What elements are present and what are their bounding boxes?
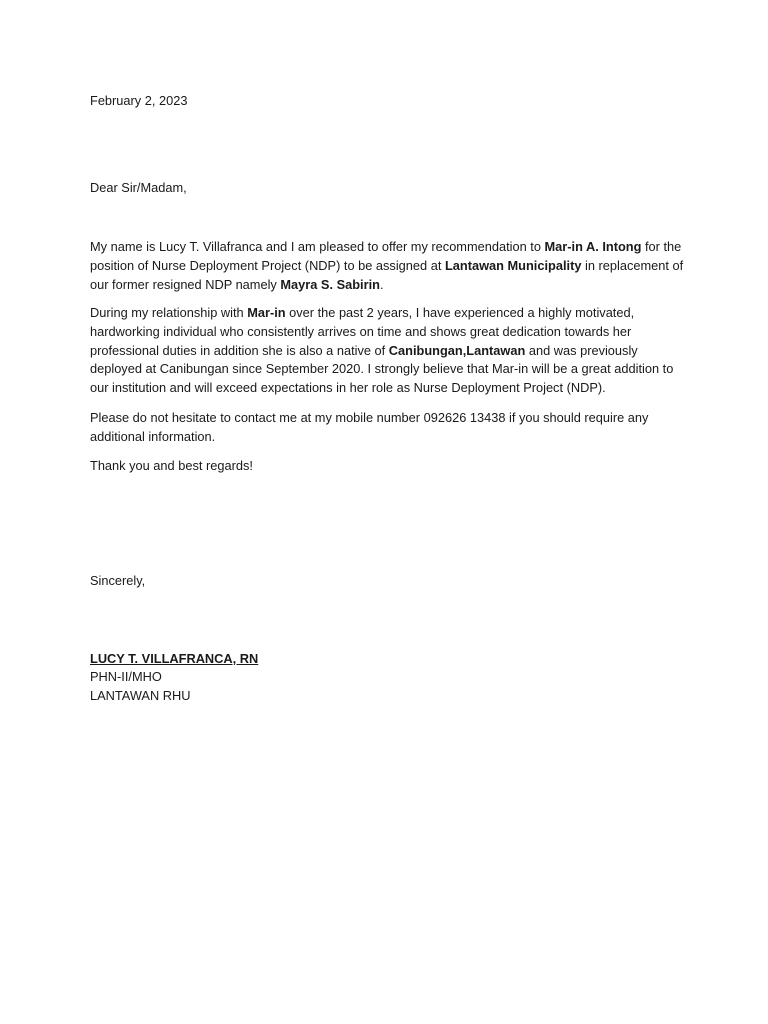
signatory-office: LANTAWAN RHU [90, 688, 191, 703]
thanks-line: Thank you and best regards! [90, 458, 253, 473]
para1-text-1: My name is Lucy T. Villafranca and I am pleased to offer my recommendation to [90, 239, 545, 254]
para2-text-2: over the past 2 years, I have experienced a highly motivated, hardworking individual who consistently arrives on time and shows great dedication towards her professional duties in addition she is also a native of [90, 305, 635, 358]
paragraph-contact: Please do not hesitate to contact me at my mobile number 092626 13438 if you should require any additional information. [90, 410, 649, 444]
para1-text-4: . [379, 276, 384, 292]
para1-text-2: for the position of Nurse Deployment Project (NDP) to be assigned at [90, 239, 682, 273]
salutation: Dear Sir/Madam, [90, 180, 187, 195]
paragraph-relationship [90, 304, 690, 398]
sign-off: Sincerely, [90, 573, 146, 588]
para2-text-1: During my relationship with [90, 305, 248, 320]
former-ndp-name: Mayra S. Sabirin [280, 276, 380, 292]
para2-text-3: and was previously deployed at Canibungan since September 2020. I strongly believe that Mar-in will be a great addition to our institution and will exceed expectations in her role as Nurse Deployment Project (NDP). [90, 342, 674, 396]
para1-text-3: in replacement of our former resigned NDP namely [90, 257, 684, 292]
native-place: Canibungan,Lantawan [388, 342, 526, 358]
letter-date: February 2, 2023 [90, 93, 188, 108]
signatory-title: PHN-II/MHO [90, 669, 162, 684]
nominee-name: Mar-in A. Intong [544, 239, 642, 254]
nominee-short-name: Mar-in [247, 305, 286, 320]
signatory-name: LUCY T. VILLAFRANCA, RN [90, 651, 259, 666]
paragraph-introduction [90, 238, 690, 294]
assignment-location: Lantawan Municipality [444, 257, 582, 273]
